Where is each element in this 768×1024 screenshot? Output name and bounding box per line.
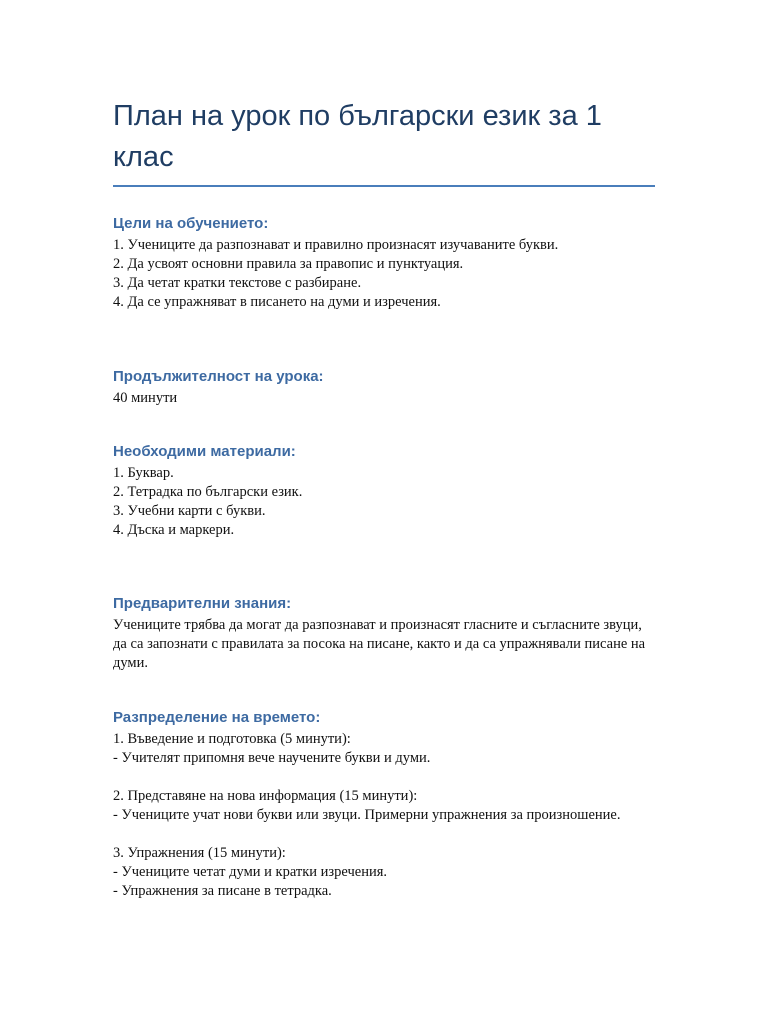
goals-item: 3. Да четат кратки текстове с разбиране.	[113, 275, 362, 291]
document-title: План на урок по български език за 1 клас	[113, 100, 602, 173]
section-duration	[113, 367, 658, 408]
time-allocation-line: 3. Упражнения (15 минути):	[113, 845, 286, 861]
time-allocation-line: - Учениците четат думи и кратки изречения.	[113, 864, 388, 880]
prior-knowledge-text: Учениците трябва да могат да разпознават и произнасят гласните и съгласните звуци, да са запознати с правилата за посока на писане, както и да са упражнявали писане на думи.	[113, 617, 646, 671]
section-time-allocation	[113, 708, 658, 901]
time-allocation-line	[113, 825, 658, 844]
time-allocation-line: - Упражнения за писане в тетрадка.	[113, 883, 332, 899]
title-divider	[113, 185, 655, 187]
materials-item: 4. Дъска и маркери.	[113, 522, 235, 538]
section-goals	[113, 214, 658, 312]
materials-item: 1. Буквар.	[113, 465, 174, 481]
time-allocation-line	[113, 768, 658, 787]
materials-item: 2. Тетрадка по български език.	[113, 484, 303, 500]
section-materials	[113, 442, 658, 540]
goals-item: 4. Да се упражняват в писането на думи и изречения.	[113, 294, 441, 310]
materials-item: 3. Учебни карти с букви.	[113, 503, 266, 519]
section-heading-duration: Продължителност на урока:	[113, 368, 324, 385]
goals-item: 1. Учениците да разпознават и правилно произнасят изучаваните букви.	[113, 237, 559, 253]
time-allocation-line: 2. Представяне на нова информация (15 минути):	[113, 788, 418, 804]
section-prior-knowledge	[113, 594, 658, 673]
goals-item: 2. Да усвоят основни правила за правопис и пунктуация.	[113, 256, 464, 272]
document-page	[113, 96, 658, 899]
time-allocation-line: 1. Въведение и подготовка (5 минути):	[113, 731, 351, 747]
time-allocation-line: - Учениците учат нови букви или звуци. Примерни упражнения за произношение.	[113, 807, 621, 823]
section-heading-prior-knowledge: Предварителни знания:	[113, 595, 292, 612]
duration-value: 40 минути	[113, 390, 178, 406]
time-allocation-line: - Учителят припомня вече научените букви и думи.	[113, 750, 431, 766]
section-heading-time-allocation: Разпределение на времето:	[113, 709, 321, 726]
section-heading-materials: Необходими материали:	[113, 443, 296, 460]
section-heading-goals: Цели на обучението:	[113, 215, 269, 232]
